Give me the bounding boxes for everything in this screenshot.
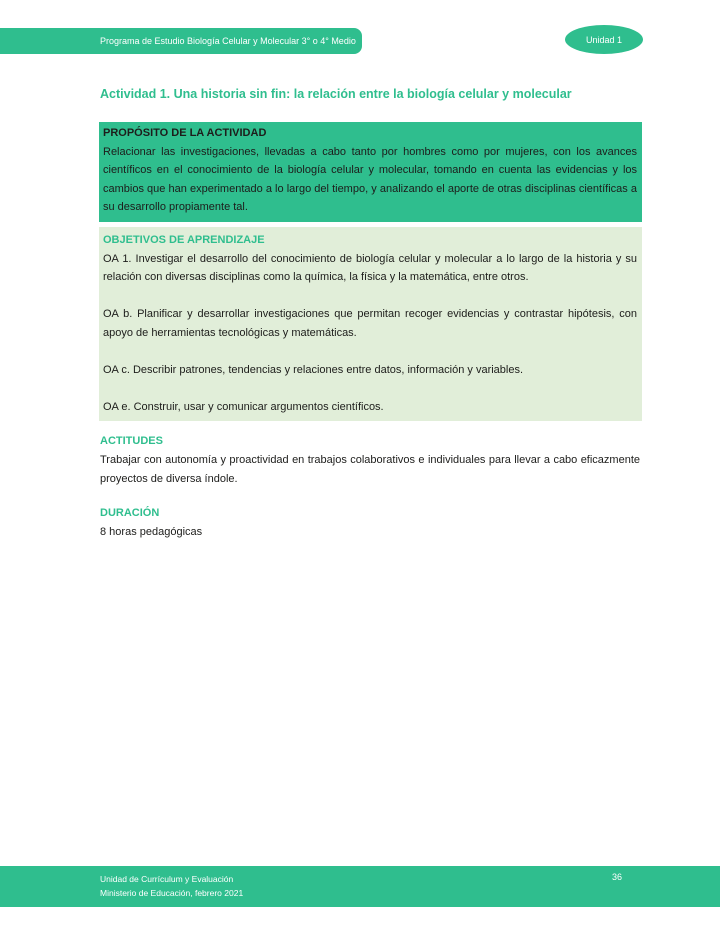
attitudes-heading: ACTITUDES xyxy=(100,435,163,447)
purpose-body: Relacionar las investigaciones, llevadas a cabo tanto por hombres como por mujeres, con los avances científicos en el conocimiento de la biología celular y molecular, tomando en cuenta las evidencias y los cambios que han experimentado a lo largo del tiempo, y analizando el aporte de otras disciplinas científicas a su desarrollo propiamente tal. xyxy=(103,145,637,213)
footer-line2: Ministerio de Educación, febrero 2021 xyxy=(100,888,244,898)
unit-badge xyxy=(565,25,643,54)
objective-item: OA e. Construir, usar y comunicar argumentos científicos. xyxy=(103,400,384,413)
objective-item: OA 1. Investigar el desarrollo del conocimiento de biología celular y molecular a lo largo de la historia y su relación con diversas disciplinas como la química, la física y la matemática, entre otros. xyxy=(103,252,637,283)
footer-bar xyxy=(0,866,720,907)
objective-item: OA c. Describir patrones, tendencias y relaciones entre datos, información y variables. xyxy=(103,363,524,376)
header-program-bar xyxy=(0,28,362,54)
unit-badge-label: Unidad 1 xyxy=(585,34,623,45)
objective-item: OA b. Planificar y desarrollar investigaciones que permitan recoger evidencias y contrastar hipótesis, con apoyo de herramientas tecnológicas y matemáticas. xyxy=(103,308,637,339)
page-title: Actividad 1. Una historia sin fin: la relación entre la biología celular y molecular xyxy=(100,87,572,101)
attitudes-body: Trabajar con autonomía y proactividad en trabajos colaborativos e individuales para llevar a cabo eficazmente proyectos de diversa índole. xyxy=(100,454,640,485)
header-program-label: Programa de Estudio Biología Celular y Molecular 3° o 4° Medio xyxy=(100,36,356,46)
objectives-heading: OBJETIVOS DE APRENDIZAJE xyxy=(103,234,265,246)
duration-heading: DURACIÓN xyxy=(100,507,160,519)
purpose-heading: PROPÓSITO DE LA ACTIVIDAD xyxy=(103,127,267,139)
objectives-section xyxy=(99,227,642,421)
purpose-section xyxy=(99,122,642,222)
page-number: 36 xyxy=(612,872,623,882)
footer-credits xyxy=(100,872,243,900)
footer-line1: Unidad de Currículum y Evaluación xyxy=(100,874,234,884)
duration-body: 8 horas pedagógicas xyxy=(100,526,203,538)
